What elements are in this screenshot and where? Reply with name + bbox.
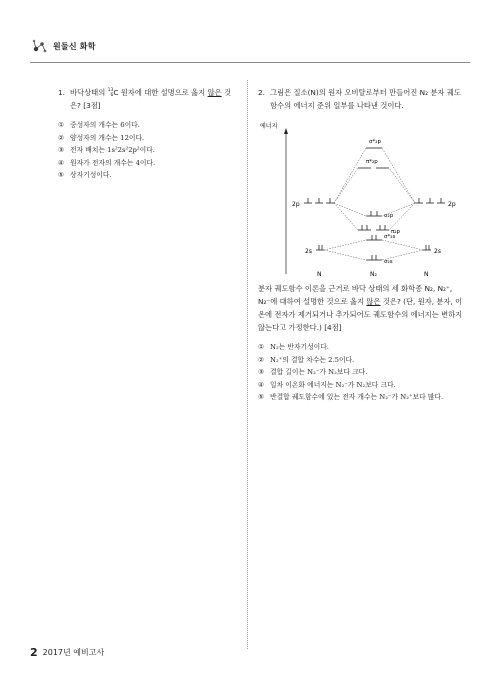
answer-choices — [258, 341, 463, 404]
energy-axis-label: 에너지 — [260, 123, 278, 130]
molecule-label: N₂ — [370, 271, 377, 278]
left-2p-orbitals — [304, 198, 334, 203]
page-footer — [30, 646, 104, 659]
answer-choices — [58, 119, 240, 182]
mo-energy-diagram — [258, 118, 463, 278]
left-2p-label: 2p — [292, 201, 300, 208]
atom-label-right: N — [424, 271, 429, 278]
underlined-word: 않은 — [207, 88, 222, 97]
choice-1[interactable]: ① 중성자의 개수는 6이다. — [58, 121, 140, 129]
header-title: 원둘신 화학 — [53, 41, 96, 51]
choice-5[interactable]: ⑤ 반결합 궤도함수에 있는 전자 개수는 N₂⁻가 N₂⁺보다 많다. — [258, 393, 444, 401]
choice-2[interactable]: ② N₂⁺의 결합 차수는 2.5이다. — [258, 355, 355, 364]
pi-star-2p-label: π*₂p — [366, 159, 378, 165]
page-header — [30, 36, 96, 56]
choice-3[interactable]: ③ 결합 길이는 N₂⁻가 N₂보다 크다. — [258, 368, 368, 376]
underlined-word: 않은 — [366, 297, 381, 306]
energy-arrow-icon — [284, 128, 288, 134]
isotope-mass: 13 — [107, 88, 114, 93]
question-2 — [258, 86, 463, 404]
sigma-2s-label: σ₂s — [384, 259, 393, 265]
sigma-star-2p-label: σ*₂p — [369, 139, 381, 145]
page-number: 2 — [30, 646, 38, 659]
isotope-symbol: C — [113, 88, 119, 97]
atom-label-left: N — [317, 271, 322, 278]
right-2p-orbitals — [415, 198, 445, 203]
choice-3[interactable]: ③ 전자 배치는 1s²2s²2p²이다. — [58, 146, 155, 154]
question-note: (단, 원자, 분자, 이온에 전자가 제거되거나 추가되어도 궤도함수의 에너지는 변하지 않는다고 가정한다.) [4점] — [258, 297, 463, 332]
choice-4[interactable]: ④ 일차 이온화 에너지는 N₂⁻가 N₂보다 크다. — [258, 380, 396, 389]
column-divider — [247, 80, 248, 649]
question-1 — [58, 86, 240, 182]
pi-2p-label: π₂p — [391, 229, 401, 235]
isotope-atomic-number: 6 — [110, 93, 114, 98]
question-number: 1. — [58, 88, 65, 97]
left-2s-label: 2s — [305, 248, 312, 255]
question-number: 2. — [258, 88, 265, 97]
molecule-logo-icon — [30, 36, 50, 56]
correlation-lines-2s — [324, 240, 423, 260]
right-2p-label: 2p — [448, 201, 456, 208]
question-stem: 분자 궤도함수 이론을 근거로 바닥 상태의 세 화학종 N₂, N₂⁺, N₂⁻에 대하여 설명한 것으로 옳지 않은 것은? (단, 원자, 분자, 이온에 전자가 제거되거나 추가되어도 궤도함수의 에너지는 변하지 않는다고 가정한다.) [4점] — [258, 284, 463, 332]
right-2s-label: 2s — [434, 248, 441, 255]
question-intro: 그림은 질소(N)의 원자 오비탈로부터 만들어진 N₂ 분자 궤도함수의 에너지 준위 일부를 나타낸 것이다. — [270, 88, 461, 110]
sigma-star-2s-label: σ*₂s — [384, 234, 396, 240]
sigma-2p-label: σ₂p — [384, 213, 394, 219]
choice-1[interactable]: ① N₂는 반자기성이다. — [258, 343, 329, 351]
header-rule — [30, 62, 470, 63]
footer-text: 2017년 예비고사 — [42, 648, 105, 657]
choice-4[interactable]: ④ 원자가 전자의 개수는 4이다. — [58, 158, 156, 167]
choice-2[interactable]: ② 양성자의 개수는 12이다. — [58, 133, 145, 142]
choice-5[interactable]: ⑤ 상자기성이다. — [58, 171, 112, 179]
question-stem: 바닥상태의 13 6 C 원자에 대한 설명으로 옳지 않은 것은? [3점] — [70, 88, 232, 110]
